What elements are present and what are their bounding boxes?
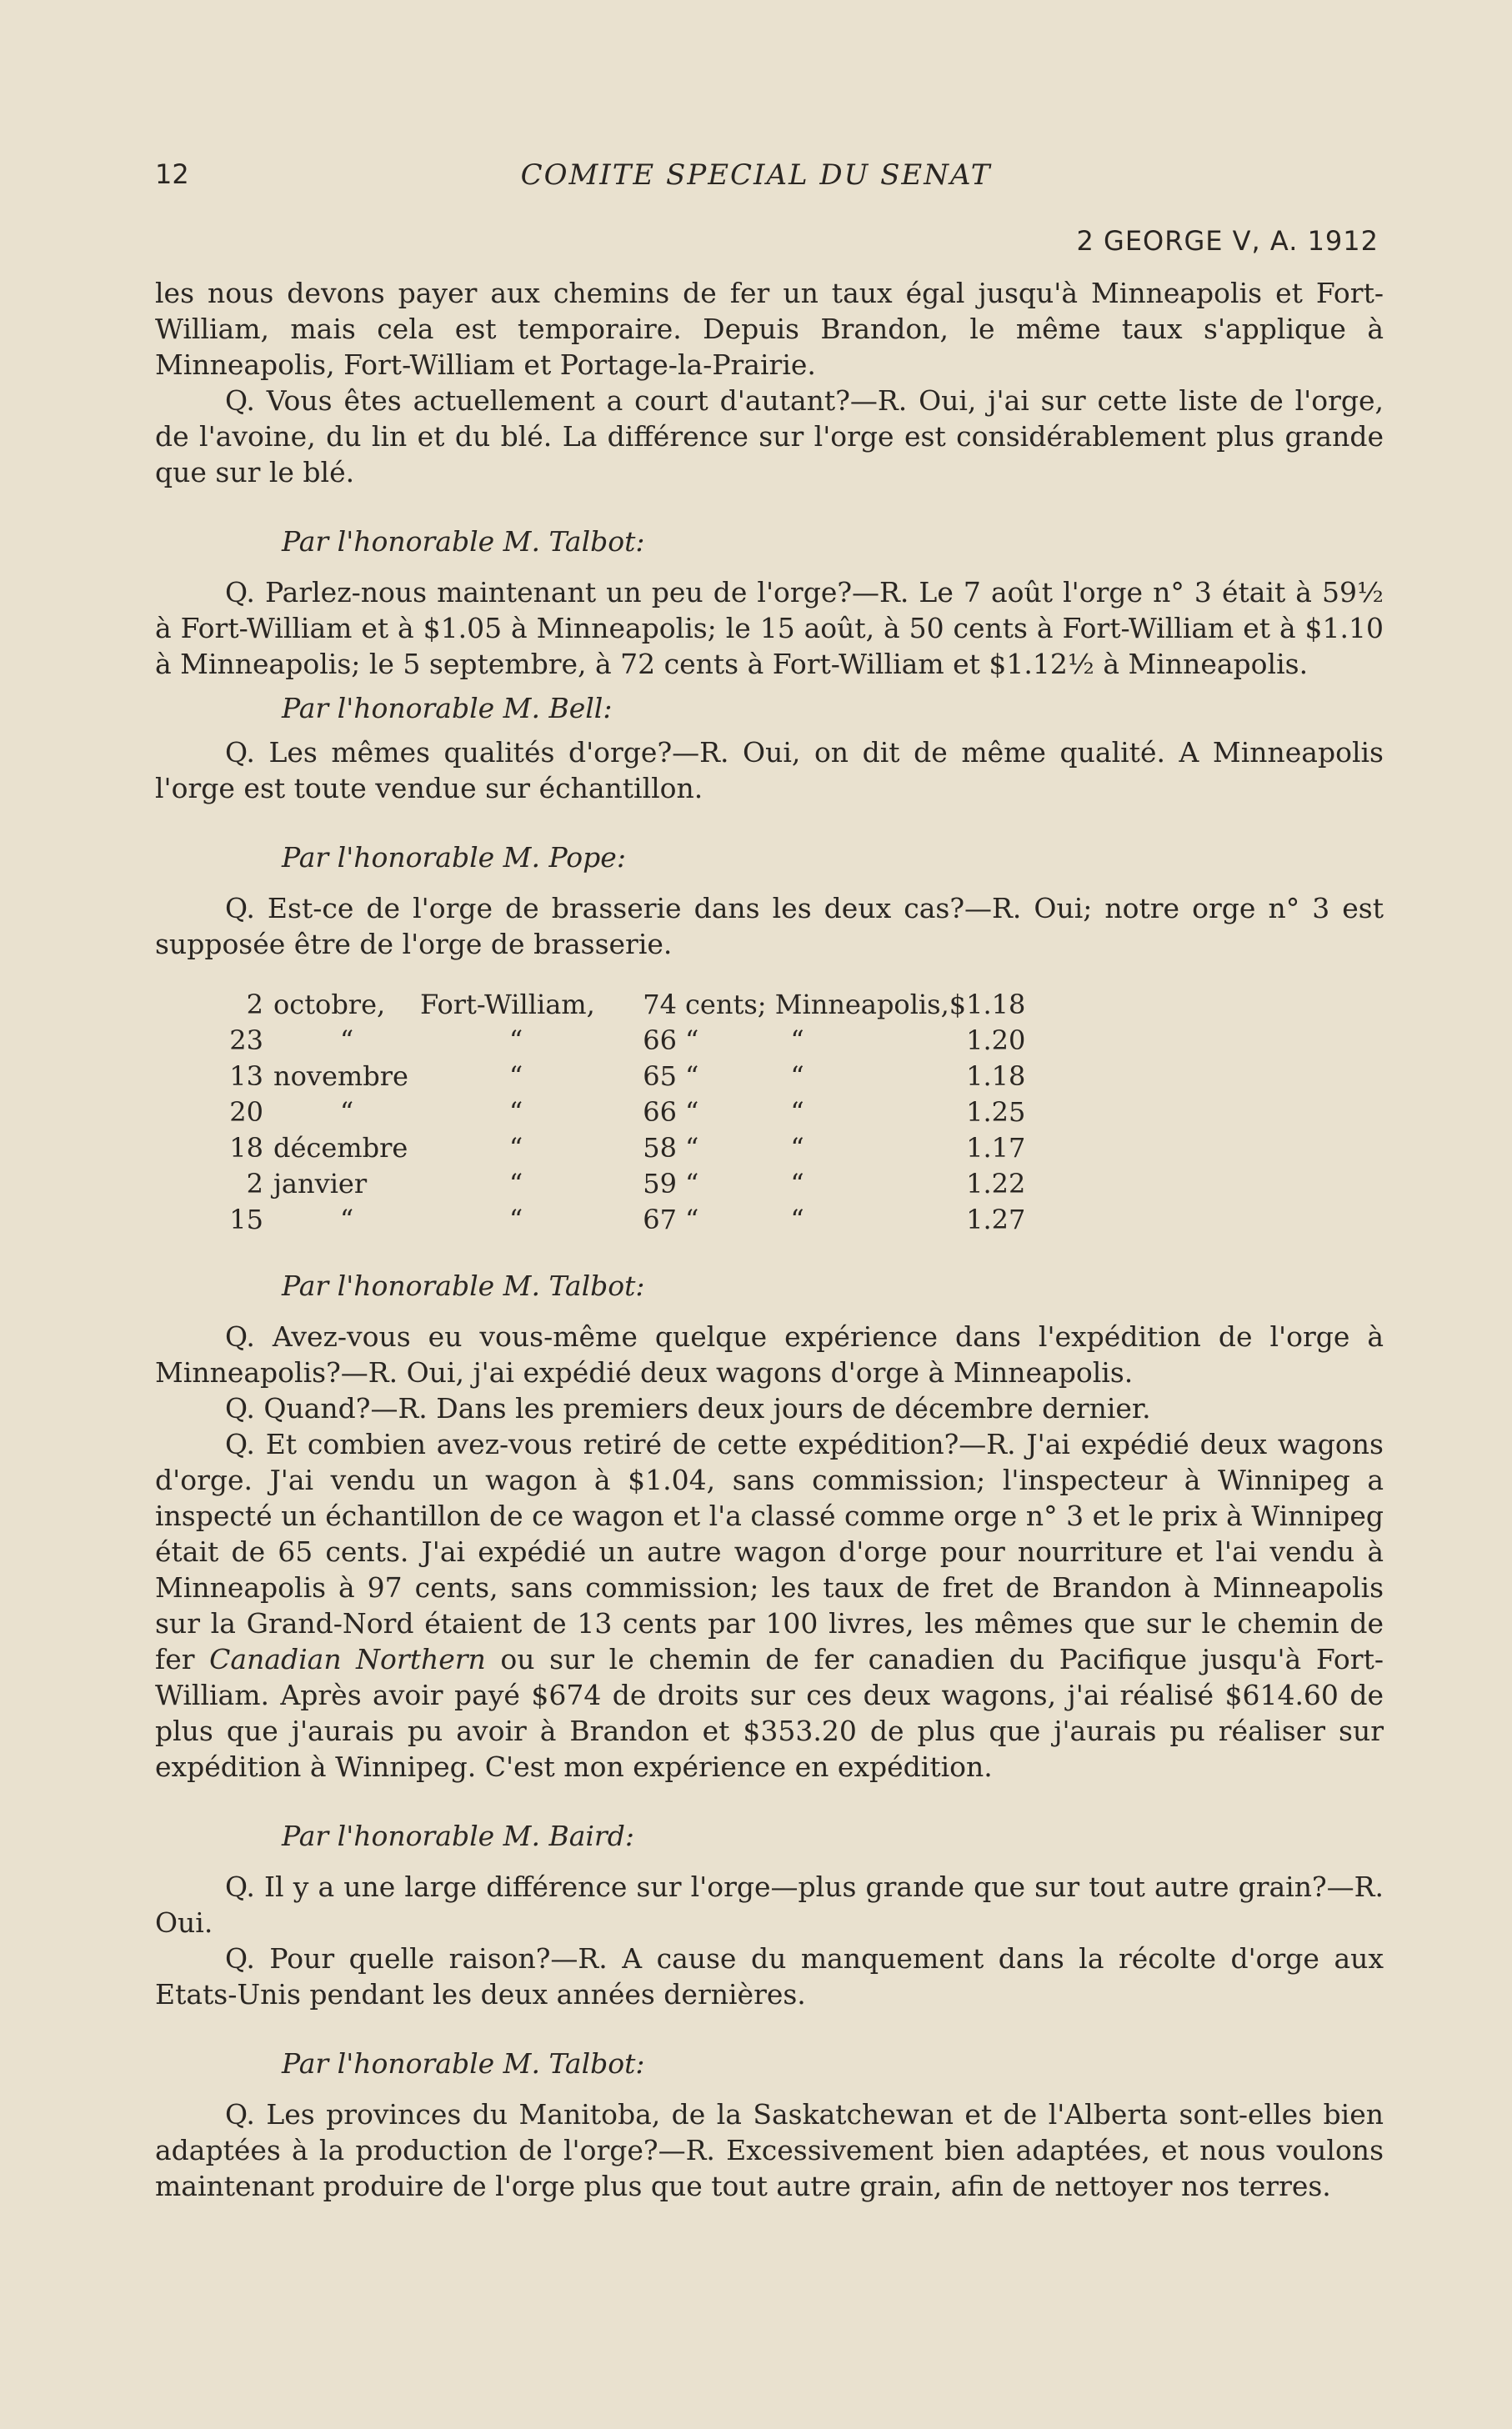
table-cell [685, 1023, 949, 1059]
table-cell [685, 1094, 949, 1130]
ditto-mark: “ [685, 1060, 699, 1092]
table-cell: 67 [643, 1204, 677, 1235]
page-body [155, 275, 1384, 2204]
table-cell: décembre [273, 1132, 408, 1164]
table-cell [685, 1202, 949, 1238]
table-cell: 66 [643, 1096, 677, 1128]
table-cell: “ [339, 1096, 354, 1128]
table-cell: 1.18 [966, 1060, 1026, 1092]
paragraph-8-part-a: Q. Et combien avez-vous retiré de cette expédition?—R. J'ai expédié deux wagons d'orge. J'ai vendu un wagon à $1.04, sans commission; l'inspecteur à Winnipeg a inspecté un échantillon de ce wagon et l'a classé comme orge n° 3 et le prix à Winnipeg était de 65 cents. J'ai expédié un autre wagon d'orge pour nourriture et l'ai vendu à Minneapolis à 97 cents, sans commission; les taux de fret de Brandon à Minneapolis sur la Grand-Nord étaient de 13 cents par 100 livres, les mêmes que sur le chemin de fer [155, 1428, 1384, 1675]
ditto-mark: “ [685, 1204, 699, 1235]
table-row [223, 1166, 1025, 1202]
table-row [223, 987, 1025, 1023]
table-cell: 74 [643, 989, 677, 1020]
table-cell: $1.18 [949, 989, 1026, 1020]
paragraph-10: Q. Pour quelle raison?—R. A cause du manquement dans la récolte d'orge aux Etats-Unis pendant les deux années dernières. [155, 1942, 1384, 2011]
table-cell: “ [508, 1096, 523, 1128]
speaker-heading-2: Par l'honorable M. Bell: [282, 692, 613, 724]
running-title: COMITE SPECIAL DU SENAT [520, 158, 992, 192]
session-reference: 2 GEORGE V, A. 1912 [1076, 225, 1379, 257]
table-cell: 1.22 [966, 1168, 1026, 1199]
ditto-mark: “ [790, 1024, 804, 1056]
paragraph-8-part-b: ou sur le chemin de fer canadien du Pacifique jusqu'à Fort-William. Après avoir payé $674 de droits sur ces deux wagons, j'ai réalisé $614.60 de plus que j'aurais pu avoir à Brandon et $353.20 de plus que j'aurais pu réaliser sur expédition à Winnipeg. C'est mon expérience en expédition. [155, 1643, 1384, 1783]
table-cell: “ [508, 1024, 523, 1056]
paragraph-4: Q. Les mêmes qualités d'orge?—R. Oui, on dit de même qualité. A Minneapolis l'orge est toute vendue sur échantillon. [155, 736, 1384, 804]
table-cell [685, 1059, 949, 1094]
table-cell: 1.27 [966, 1204, 1026, 1235]
speaker-heading-4: Par l'honorable M. Talbot: [282, 1270, 645, 1302]
table-cell: 1.20 [966, 1024, 1026, 1056]
ditto-mark: “ [790, 1132, 804, 1164]
paragraph-8 [155, 1426, 1384, 1785]
speaker-heading-1: Par l'honorable M. Talbot: [282, 525, 645, 558]
ditto-mark: “ [685, 1168, 699, 1199]
table-cell: “ [508, 1168, 523, 1199]
ditto-mark: “ [790, 1060, 804, 1092]
table-cell: octobre, [273, 989, 386, 1020]
table-cell: 66 [643, 1024, 677, 1056]
table-cell: Fort-William, [420, 989, 595, 1020]
table-cell: 2 [246, 989, 263, 1020]
table-row [223, 1202, 1025, 1238]
table-cell: 2 [246, 1168, 263, 1199]
table-row [223, 1130, 1025, 1166]
table-row [223, 1023, 1025, 1059]
paragraph-7: Q. Quand?—R. Dans les premiers deux jours de décembre dernier. [225, 1392, 1151, 1425]
price-table [223, 987, 1025, 1238]
paragraph-1: les nous devons payer aux chemins de fer un taux égal jusqu'à Minneapolis et Fort-William, mais cela est temporaire. Depuis Brandon, le même taux s'applique à Minneapolis, Fort-William et Portage-la-Prairie. [155, 277, 1384, 381]
table-cell: 59 [643, 1168, 677, 1199]
table-cell: “ [508, 1060, 523, 1092]
table-cell: novembre [273, 1060, 408, 1092]
ditto-mark: “ [685, 1132, 699, 1164]
table-cell [685, 1166, 949, 1202]
table-row [223, 1059, 1025, 1094]
speaker-heading-6: Par l'honorable M. Talbot: [282, 2047, 645, 2080]
table-cell: “ [339, 1024, 354, 1056]
table-cell: “ [508, 1132, 523, 1164]
table-cell: cents; Minneapolis, [685, 989, 949, 1020]
ditto-mark: “ [685, 1024, 699, 1056]
paragraph-6: Q. Avez-vous eu vous-même quelque expérience dans l'expédition de l'orge à Minneapolis?—R. Oui, j'ai expédié deux wagons d'orge à Minneapolis. [155, 1320, 1384, 1389]
paragraph-5: Q. Est-ce de l'orge de brasserie dans les deux cas?—R. Oui; notre orge n° 3 est supposée être de l'orge de brasserie. [155, 892, 1384, 960]
table-cell: 20 [229, 1096, 263, 1128]
ditto-mark: “ [790, 1204, 804, 1235]
table-cell: 1.17 [966, 1132, 1026, 1164]
railway-name: Canadian Northern [209, 1643, 486, 1675]
table-cell: 13 [229, 1060, 263, 1092]
table-cell: 65 [643, 1060, 677, 1092]
table-cell: “ [339, 1204, 354, 1235]
paragraph-9: Q. Il y a une large différence sur l'orge—plus grande que sur tout autre grain?—R. Oui. [155, 1871, 1384, 1939]
table-cell: janvier [273, 1168, 368, 1199]
table-cell: 58 [643, 1132, 677, 1164]
paragraph-2: Q. Vous êtes actuellement a court d'autant?—R. Oui, j'ai sur cette liste de l'orge, de l'avoine, du lin et du blé. La différence sur l'orge est considérablement plus grande que sur le blé. [155, 384, 1384, 488]
table-cell: 18 [229, 1132, 263, 1164]
table-row [223, 1094, 1025, 1130]
paragraph-11: Q. Les provinces du Manitoba, de la Saskatchewan et de l'Alberta sont-elles bien adaptées à la production de l'orge?—R. Excessivement bien adaptées, et nous voulons maintenant produire de l'orge plus que tout autre grain, afin de nettoyer nos terres. [155, 2098, 1384, 2202]
table-cell: 23 [229, 1024, 263, 1056]
table-cell: 1.25 [966, 1096, 1026, 1128]
ditto-mark: “ [790, 1096, 804, 1128]
table-cell: “ [508, 1204, 523, 1235]
speaker-heading-3: Par l'honorable M. Pope: [282, 841, 626, 874]
speaker-heading-5: Par l'honorable M. Baird: [282, 1820, 634, 1852]
ditto-mark: “ [790, 1168, 804, 1199]
ditto-mark: “ [685, 1096, 699, 1128]
paragraph-3: Q. Parlez-nous maintenant un peu de l'orge?—R. Le 7 août l'orge n° 3 était à 59½ à Fort-William et à $1.05 à Minneapolis; le 15 août, à 50 cents à Fort-William et à $1.10 à Minneapolis; le 5 septembre, à 72 cents à Fort-William et $1.12½ à Minneapolis. [155, 576, 1384, 680]
table-cell: 15 [229, 1204, 263, 1235]
page-number: 12 [155, 158, 189, 190]
table-cell [685, 1130, 949, 1166]
